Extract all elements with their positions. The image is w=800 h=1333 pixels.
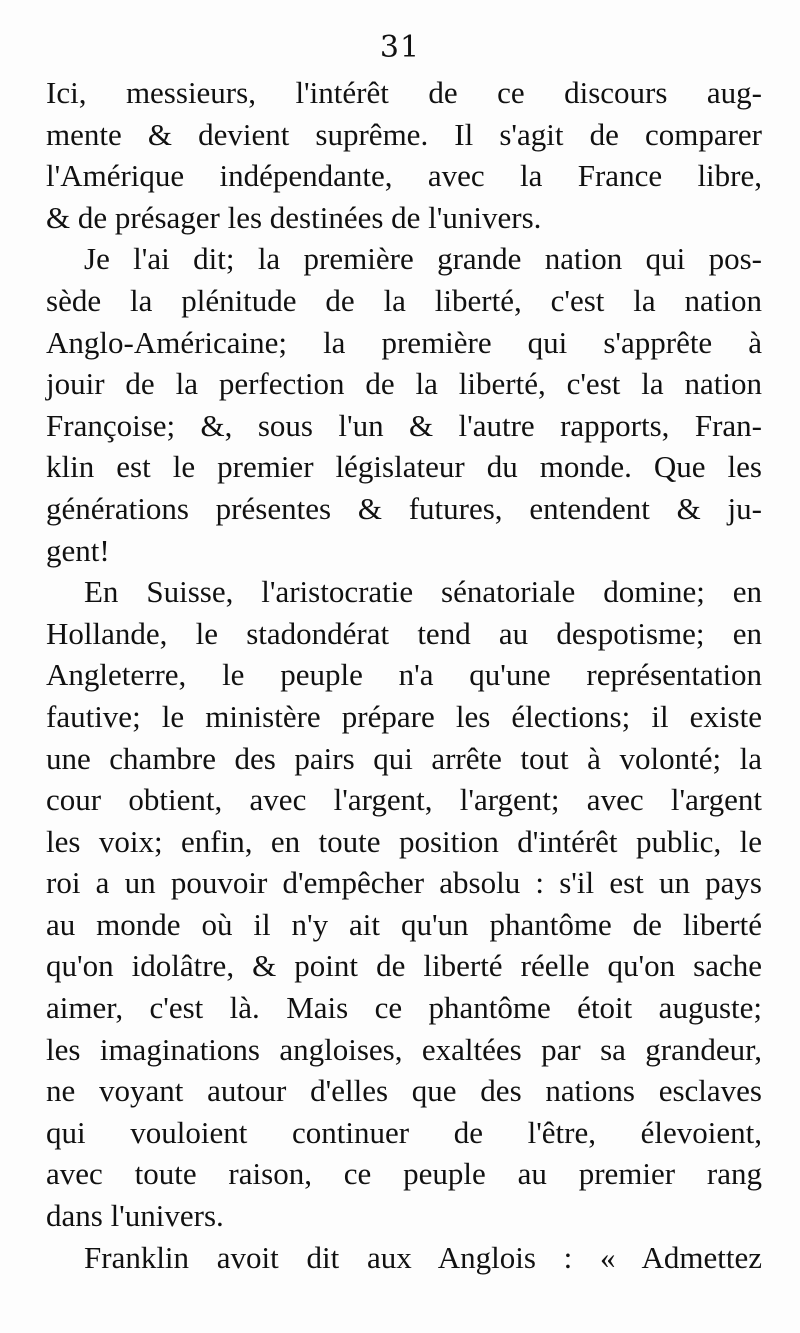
text-line: jouir de la perfection de la liberté, c'est la nation: [46, 366, 762, 402]
text-line: gent!: [46, 532, 110, 568]
text-line: fautive; le ministère prépare les élections; il existe: [46, 698, 762, 734]
text-line: les imaginations angloises, exaltées par sa grandeur,: [46, 1031, 762, 1067]
text-line: Franklin avoit dit aux Anglois : « Admettez: [84, 1239, 762, 1275]
text-line: au monde où il n'y ait qu'un phantôme de liberté: [46, 906, 762, 942]
text-line: En Suisse, l'aristocratie sénatoriale domine; en: [84, 574, 762, 610]
text-line: Hollande, le stadondérat tend au despotisme; en: [46, 615, 762, 651]
text-line: mente & devient suprême. Il s'agit de comparer: [46, 116, 762, 152]
text-line: l'Amérique indépendante, avec la France libre,: [46, 158, 762, 194]
text-line: Françoise; &, sous l'un & l'autre rapports, Fran-: [46, 407, 762, 443]
text-line: qui vouloient continuer de l'être, élevoient,: [46, 1114, 762, 1150]
text-line: ne voyant autour d'elles que des nations esclaves: [46, 1073, 762, 1109]
text-line: Angleterre, le peuple n'a qu'une représentation: [46, 657, 762, 693]
text-line: & de présager les destinées de l'univers.: [46, 199, 542, 235]
text-line: Je l'ai dit; la première grande nation qui pos-: [84, 241, 762, 277]
text-line: les voix; enfin, en toute position d'intérêt public, le: [46, 823, 762, 859]
text-line: roi a un pouvoir d'empêcher absolu : s'il est un pays: [46, 865, 762, 901]
text-line: avec toute raison, ce peuple au premier rang: [46, 1156, 762, 1192]
text-line: cour obtient, avec l'argent, l'argent; avec l'argent: [46, 782, 762, 818]
text-line: sède la plénitude de la liberté, c'est la nation: [46, 282, 762, 318]
text-line: dans l'univers.: [46, 1198, 224, 1234]
text-line: Ici, messieurs, l'intérêt de ce discours aug-: [46, 75, 762, 110]
text-line: qu'on idolâtre, & point de liberté réelle qu'on sache: [46, 948, 762, 984]
text-line: Anglo-Américaine; la première qui s'apprête à: [46, 324, 762, 360]
page-number: 31: [379, 30, 421, 65]
text-line: klin est le premier législateur du monde. Que les: [46, 449, 762, 485]
body-text: [46, 72, 762, 1278]
text-line: aimer, c'est là. Mais ce phantôme étoit auguste;: [46, 990, 762, 1026]
text-line: générations présentes & futures, entendent & ju-: [46, 490, 762, 526]
text-line: une chambre des pairs qui arrête tout à volonté; la: [46, 740, 762, 776]
